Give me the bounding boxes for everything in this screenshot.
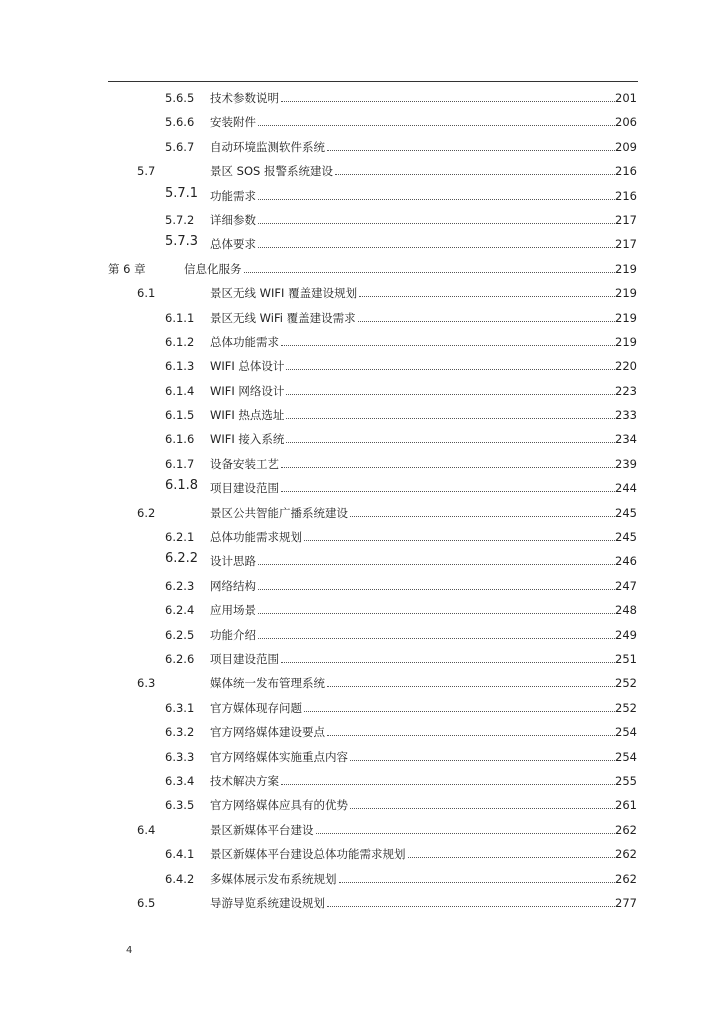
toc-entry-page: 246 — [615, 554, 637, 569]
toc-entry-title — [210, 213, 618, 227]
toc-entry-page: 244 — [615, 481, 637, 496]
toc-entry-page: 254 — [615, 749, 637, 764]
dot-leader — [304, 701, 617, 712]
toc-entry-page: 245 — [615, 530, 637, 545]
dot-leader — [327, 676, 617, 687]
toc-entry[interactable] — [0, 135, 724, 159]
toc-entry-number: 6.2.1 — [165, 530, 195, 545]
dot-leader — [286, 359, 617, 370]
dot-leader — [258, 628, 617, 639]
toc-entry-page: 216 — [615, 164, 637, 179]
toc-entry[interactable] — [0, 427, 724, 451]
toc-entry-title-text: 设备安装工艺 — [210, 456, 279, 471]
toc-entry-page: 217 — [615, 212, 637, 227]
dot-leader — [281, 774, 617, 785]
toc-entry-title-text: 总体功能需求 — [210, 334, 279, 349]
toc-entry-title — [210, 408, 618, 422]
toc-entry-number: 5.7.1 — [165, 185, 199, 201]
toc-entry-number: 6.4.2 — [165, 871, 195, 886]
toc-entry-title — [210, 701, 618, 715]
toc-entry-page: 248 — [615, 603, 637, 618]
toc-entry-number: 6.3.1 — [165, 700, 195, 715]
dot-leader — [286, 408, 617, 419]
toc-entry-title-text: WIFI 热点选址 — [210, 408, 285, 423]
toc-entry[interactable] — [0, 306, 724, 330]
toc-entry-page: 223 — [615, 383, 637, 398]
dot-leader — [327, 896, 617, 907]
dot-leader — [281, 335, 617, 346]
toc-entry-page: 255 — [615, 773, 637, 788]
toc-entry[interactable] — [0, 525, 724, 549]
dot-leader — [258, 554, 617, 565]
toc-entry-title — [210, 750, 618, 764]
toc-entry-number: 6.3.4 — [165, 773, 195, 788]
dot-leader — [258, 603, 617, 614]
toc-entry-page: 239 — [615, 456, 637, 471]
toc-entry-title — [210, 481, 618, 495]
toc-entry[interactable] — [0, 159, 724, 183]
toc-entry[interactable] — [0, 354, 724, 378]
toc-entry-title-text: 多媒体展示发布系统规划 — [210, 871, 337, 886]
dot-leader — [339, 872, 618, 883]
toc-entry-title — [210, 140, 618, 154]
toc-entry-page: 201 — [615, 91, 637, 105]
toc-entry-title-text: 媒体统一发布管理系统 — [210, 676, 325, 691]
toc-entry-title-text: 技术参数说明 — [210, 91, 279, 105]
toc-entry-title-text: 技术解决方案 — [210, 773, 279, 788]
toc-entry-page: 216 — [615, 188, 637, 203]
toc-entry-title — [210, 847, 618, 861]
toc-entry[interactable] — [0, 745, 724, 769]
toc-entry-number: 6.2.5 — [165, 627, 195, 642]
toc-entry-title — [210, 384, 618, 398]
toc-entry-title — [210, 530, 618, 544]
toc-entry-title — [210, 286, 618, 300]
toc-entry-page: 252 — [615, 676, 637, 691]
toc-entry-page: 251 — [615, 651, 637, 666]
toc-entry-title-text: 项目建设范围 — [210, 481, 279, 496]
toc-entry-title — [210, 676, 618, 690]
dot-leader — [359, 286, 617, 297]
toc-entry-title — [210, 603, 618, 617]
toc-entry-number: 6.4.1 — [165, 847, 195, 862]
header-rule — [108, 81, 638, 82]
dot-leader — [281, 457, 617, 468]
toc-entry[interactable] — [0, 257, 724, 281]
toc-entry-page: 220 — [615, 359, 637, 374]
toc-entry-title — [184, 262, 618, 276]
dot-leader — [258, 115, 617, 126]
dot-leader — [350, 798, 617, 809]
dot-leader — [258, 579, 617, 590]
toc-entry-page: 219 — [615, 334, 637, 349]
toc-entry[interactable] — [0, 769, 724, 793]
toc-entry-title — [210, 628, 618, 642]
dot-leader — [281, 91, 617, 102]
toc-entry-number: 6.1.4 — [165, 383, 195, 398]
toc-entry-title — [210, 91, 618, 105]
toc-entry-title-text: 总体要求 — [210, 237, 256, 252]
toc-entry[interactable] — [0, 281, 724, 305]
toc-entry[interactable] — [0, 720, 724, 744]
toc-entry[interactable] — [0, 867, 724, 891]
toc-entry-number: 6.2 — [137, 505, 156, 520]
toc-entry-title — [210, 774, 618, 788]
toc-entry-title — [210, 115, 618, 129]
toc-entry-page: 262 — [615, 847, 637, 862]
dot-leader — [281, 652, 617, 663]
toc-entry-number: 6.1.6 — [165, 432, 195, 447]
toc-entry-title-text: WIFI 接入系统 — [210, 432, 285, 447]
toc-entry-title-text: 功能介绍 — [210, 627, 256, 642]
toc-entry-number: 6.3.2 — [165, 725, 195, 740]
dot-leader — [258, 237, 617, 248]
toc-entry[interactable] — [0, 647, 724, 671]
toc-entry-number: 5.6.5 — [165, 91, 195, 105]
toc-entry-title — [210, 652, 618, 666]
toc-entry-title-text: 官方网络媒体实施重点内容 — [210, 749, 348, 764]
toc-entry-page: 219 — [615, 286, 637, 301]
toc-entry-page: 217 — [615, 237, 637, 252]
toc-entry[interactable] — [0, 623, 724, 647]
toc-entry-number: 6.4 — [137, 822, 156, 837]
page-number: 4 — [126, 945, 133, 956]
toc-entry-number: 6.3.3 — [165, 749, 195, 764]
toc-entry[interactable] — [0, 379, 724, 403]
dot-leader — [408, 847, 618, 858]
toc-entry-title-text: 景区新媒体平台建设总体功能需求规划 — [210, 847, 406, 862]
toc-entry-title — [210, 798, 618, 812]
toc-entry-page: 245 — [615, 505, 637, 520]
toc-entry-title-text: WIFI 网络设计 — [210, 383, 285, 398]
toc-entry-title-text: 景区公共智能广播系统建设 — [210, 505, 348, 520]
toc-entry-title — [210, 311, 618, 325]
dot-leader — [327, 725, 617, 736]
toc-entry-title-text: 应用场景 — [210, 603, 256, 618]
toc-entry-title-text: WIFI 总体设计 — [210, 359, 285, 374]
toc-entry-title-text: 设计思路 — [210, 554, 256, 569]
toc-entry[interactable] — [0, 501, 724, 525]
toc-entry-number: 6.2.6 — [165, 651, 195, 666]
toc-entry-number: 6.2.2 — [165, 551, 199, 567]
toc-entry-page: 277 — [615, 895, 637, 910]
toc-entry-title-text: 安装附件 — [210, 115, 256, 130]
toc-entry-number: 6.1.2 — [165, 334, 195, 349]
toc-entry[interactable] — [0, 403, 724, 427]
toc-entry-number: 6.1.7 — [165, 456, 195, 471]
toc-entry-title-text: 功能需求 — [210, 188, 256, 203]
toc-entry-title-text: 详细参数 — [210, 212, 256, 227]
dot-leader — [286, 384, 617, 395]
toc-entry-title — [210, 189, 618, 203]
toc-entry-title-text: 项目建设范围 — [210, 651, 279, 666]
toc-entry-title — [210, 554, 618, 568]
toc-entry[interactable] — [0, 476, 724, 500]
toc-entry-title — [210, 335, 618, 349]
toc-entry[interactable] — [0, 208, 724, 232]
toc-entry-number: 6.5 — [137, 895, 156, 910]
toc-entry-title — [210, 164, 618, 178]
toc-entry-title-text: 导游导览系统建设规划 — [210, 895, 325, 910]
toc-entry-title — [210, 725, 618, 739]
toc-entry-title-text: 景区 SOS 报警系统建设 — [210, 164, 333, 179]
toc-entry-number: 6.1.8 — [165, 478, 199, 494]
toc-entry-title — [210, 457, 618, 471]
dot-leader — [327, 140, 617, 151]
dot-leader — [316, 823, 618, 834]
toc-entry-title — [210, 432, 618, 446]
toc-entry-number: 6.3.5 — [165, 798, 195, 813]
toc-entry[interactable] — [0, 110, 724, 134]
toc-entry[interactable] — [0, 452, 724, 476]
toc-entry-page: 262 — [615, 822, 637, 837]
dot-leader — [350, 750, 617, 761]
toc-entry[interactable] — [0, 184, 724, 208]
toc-entry-title-text: 景区新媒体平台建设 — [210, 822, 314, 837]
toc-entry-title-text: 官方网络媒体建设要点 — [210, 725, 325, 740]
toc-entry-page: 206 — [615, 115, 637, 130]
toc-entry[interactable] — [0, 842, 724, 866]
toc-entry-title-text: 景区无线 WiFi 覆盖建设需求 — [210, 310, 356, 325]
toc-entry-number: 第 6 章 — [108, 261, 146, 276]
dot-leader — [358, 311, 617, 322]
toc-entry-title-text: 自动环境监测软件系统 — [210, 139, 325, 154]
toc-entry-title-text: 官方网络媒体应具有的优势 — [210, 798, 348, 813]
table-of-contents — [0, 86, 724, 915]
toc-entry-page: 249 — [615, 627, 637, 642]
toc-entry-number: 6.3 — [137, 676, 156, 691]
toc-entry-number: 5.6.6 — [165, 115, 195, 130]
toc-entry[interactable] — [0, 232, 724, 256]
toc-entry-page: 262 — [615, 871, 637, 886]
toc-entry-page: 261 — [615, 798, 637, 813]
dot-leader — [304, 530, 617, 541]
toc-entry-title-text: 总体功能需求规划 — [210, 530, 302, 545]
toc-entry[interactable] — [0, 891, 724, 915]
toc-entry-number: 5.7 — [137, 164, 156, 179]
toc-entry-number: 6.1 — [137, 286, 156, 301]
toc-entry[interactable] — [0, 330, 724, 354]
toc-entry-page: 234 — [615, 432, 637, 447]
toc-entry-number: 6.2.4 — [165, 603, 195, 618]
toc-entry-page: 233 — [615, 408, 637, 423]
dot-leader — [258, 213, 617, 224]
toc-entry-number: 5.7.3 — [165, 234, 199, 250]
toc-entry-page: 219 — [615, 310, 637, 325]
toc-entry-number: 6.1.5 — [165, 408, 195, 423]
toc-entry-title — [210, 359, 618, 373]
toc-entry-number: 6.1.3 — [165, 359, 195, 374]
toc-entry[interactable] — [0, 671, 724, 695]
dot-leader — [286, 432, 617, 443]
toc-entry-title — [210, 237, 618, 251]
toc-entry-title — [210, 823, 618, 837]
toc-entry-page: 247 — [615, 578, 637, 593]
toc-entry-title — [210, 872, 618, 886]
toc-entry-title-text: 信息化服务 — [184, 261, 242, 276]
toc-entry-title — [210, 506, 618, 520]
dot-leader — [335, 164, 617, 175]
toc-entry[interactable] — [0, 818, 724, 842]
toc-entry[interactable] — [0, 574, 724, 598]
toc-entry-page: 219 — [615, 261, 637, 276]
toc-entry-title — [210, 579, 618, 593]
toc-entry[interactable] — [0, 696, 724, 720]
toc-entry-page: 209 — [615, 139, 637, 154]
dot-leader — [350, 506, 617, 517]
toc-entry-number: 5.6.7 — [165, 139, 195, 154]
toc-entry-title — [210, 896, 618, 910]
toc-entry-title-text: 官方媒体现存问题 — [210, 700, 302, 715]
toc-entry[interactable] — [0, 598, 724, 622]
dot-leader — [281, 481, 617, 492]
toc-entry[interactable] — [0, 549, 724, 573]
dot-leader — [244, 262, 618, 273]
toc-entry[interactable] — [0, 86, 724, 110]
dot-leader — [258, 189, 617, 200]
toc-entry-number: 5.7.2 — [165, 212, 195, 227]
toc-entry-page: 254 — [615, 725, 637, 740]
toc-entry-page: 252 — [615, 700, 637, 715]
toc-entry-number: 6.1.1 — [165, 310, 195, 325]
toc-entry-title-text: 网络结构 — [210, 578, 256, 593]
toc-entry-title-text: 景区无线 WIFI 覆盖建设规划 — [210, 286, 358, 301]
toc-entry-number: 6.2.3 — [165, 578, 195, 593]
toc-entry[interactable] — [0, 793, 724, 817]
